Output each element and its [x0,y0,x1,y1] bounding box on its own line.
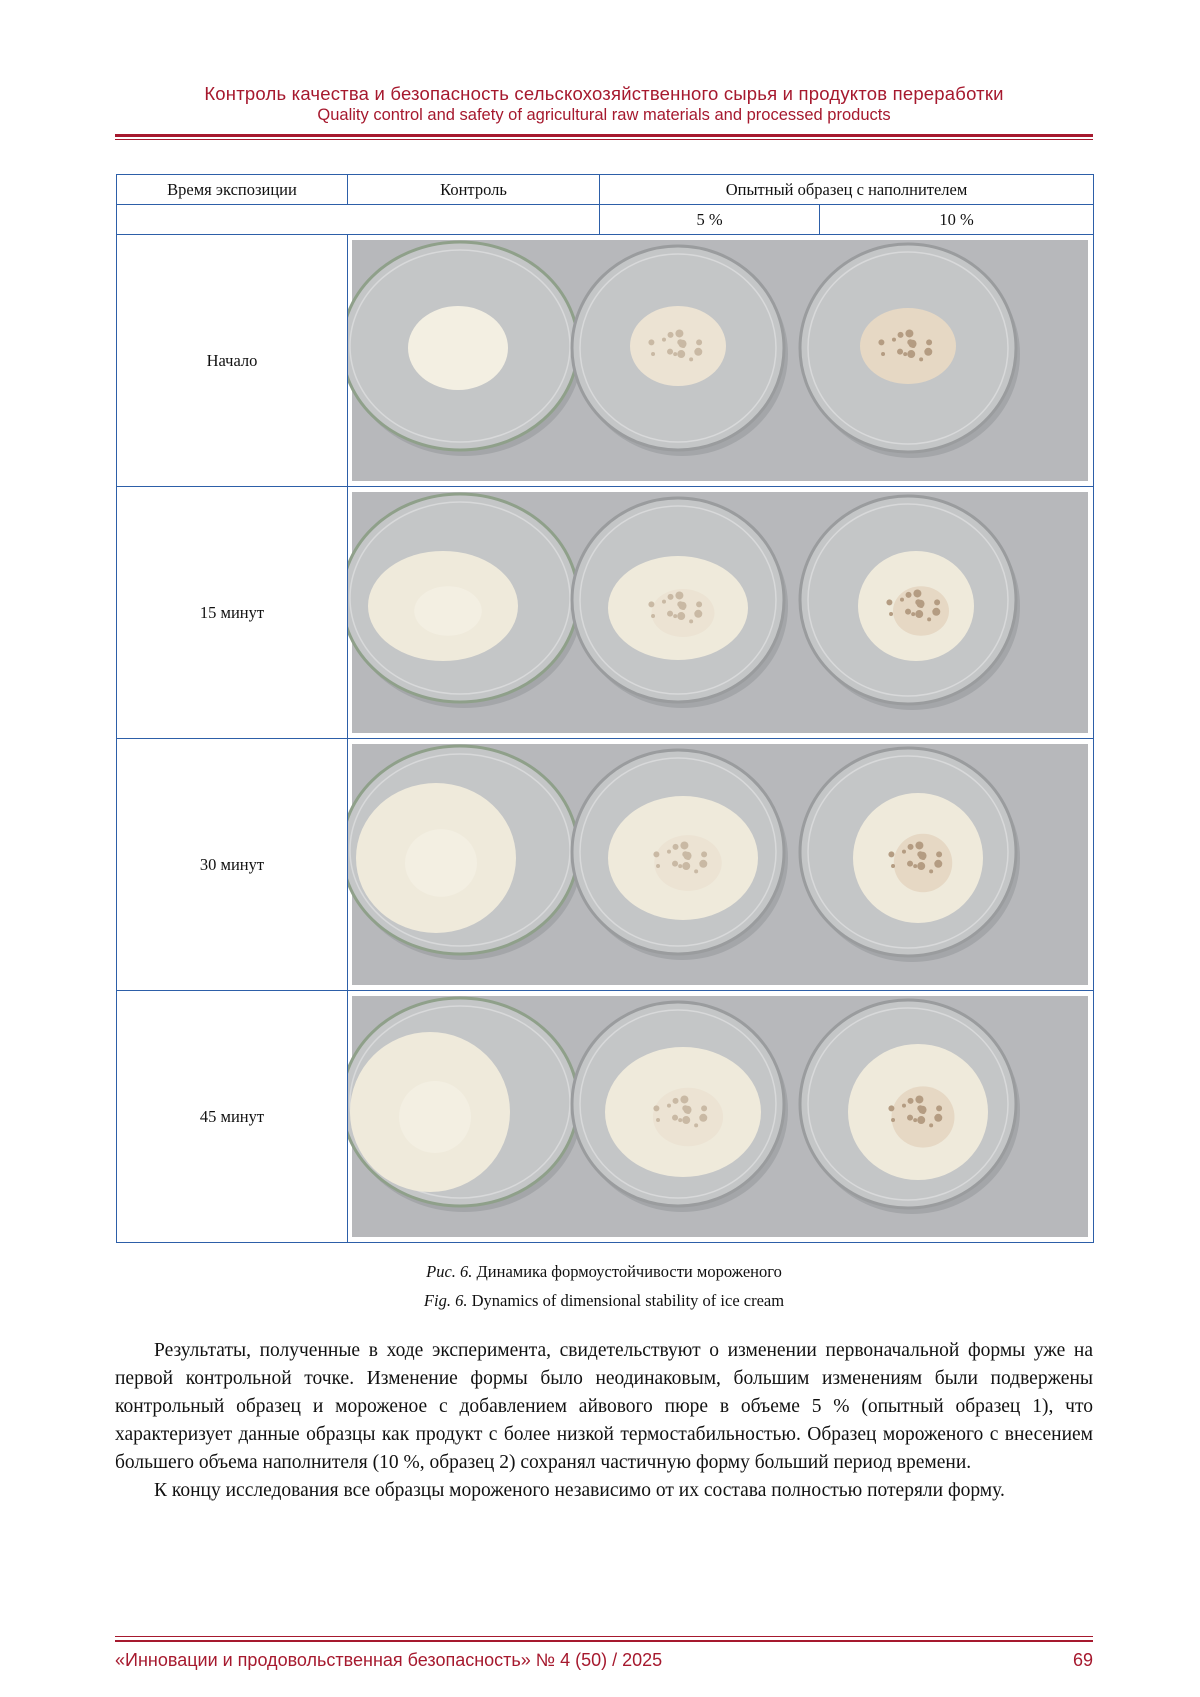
photo-15 [348,487,1094,739]
row-label-15: 15 минут [117,487,348,739]
body-text [115,1337,1093,1505]
th-sample: Опытный образец с наполнителем [600,175,1094,205]
photo-start [348,235,1094,487]
page-number: 69 [1072,1650,1093,1670]
header-title-en: Quality control and safety of agricultural raw materials and processed products [317,106,891,124]
paragraph-1: Результаты, полученные в ходе эксперимента, свидетельствуют о изменении первоначальной формы уже на первой контрольной точке. Изменение формы было неодинаковым, большим изменениям были подвержены контрольный образец и мороженое с добавлением айвового пюре в объеме 5 % (опытный образец 1), что характеризует данные образцы как продукт с более низкой термостабильностью. Образец мороженого с внесением большего объема наполнителя (10 %, образец 2) сохранял частичную форму больший период времени. [115,1340,1093,1473]
footer-journal: «Инновации и продовольственная безопасность» № 4 (50) / 2025 [115,1650,663,1670]
header-title-ru: Контроль качества и безопасность сельскохозяйственного сырья и продуктов переработки [204,83,1004,104]
th-empty [117,205,600,235]
row-label-start: Начало [117,235,348,487]
photo-image-45 [348,992,1092,1241]
paragraph-2: К концу исследования все образцы мороженого независимо от их состава полностью потеряли форму. [154,1480,1005,1501]
footer-rule-thin [115,1636,1093,1637]
caption-en-text: Dynamics of dimensional stability of ice cream [467,1291,785,1310]
caption-en [115,1288,1093,1314]
photo-image-start [348,236,1092,485]
photo-30 [348,739,1094,991]
th-10-percent: 10 % [820,205,1094,235]
figure-table [116,174,1094,1243]
header-rule-thin [115,139,1093,140]
row-label-45: 45 минут [117,991,348,1243]
footer-rule-thick [115,1640,1093,1643]
row-label-30: 30 минут [117,739,348,991]
running-header [115,82,1093,126]
header-rule-thick [115,134,1093,137]
photo-image-30 [348,740,1092,989]
th-control: Контроль [348,175,600,205]
page-footer [115,1650,1093,1671]
photo-45 [348,991,1094,1243]
caption-ru-text: Динамика формоустойчивости мороженого [472,1262,782,1281]
caption-en-label: Fig. 6. [423,1291,468,1310]
th-5-percent: 5 % [600,205,820,235]
photo-image-15 [348,488,1092,737]
caption-ru-label: Рис. 6. [426,1262,473,1281]
th-exposure-time: Время экспозиции [117,175,348,205]
caption-ru [115,1259,1093,1285]
